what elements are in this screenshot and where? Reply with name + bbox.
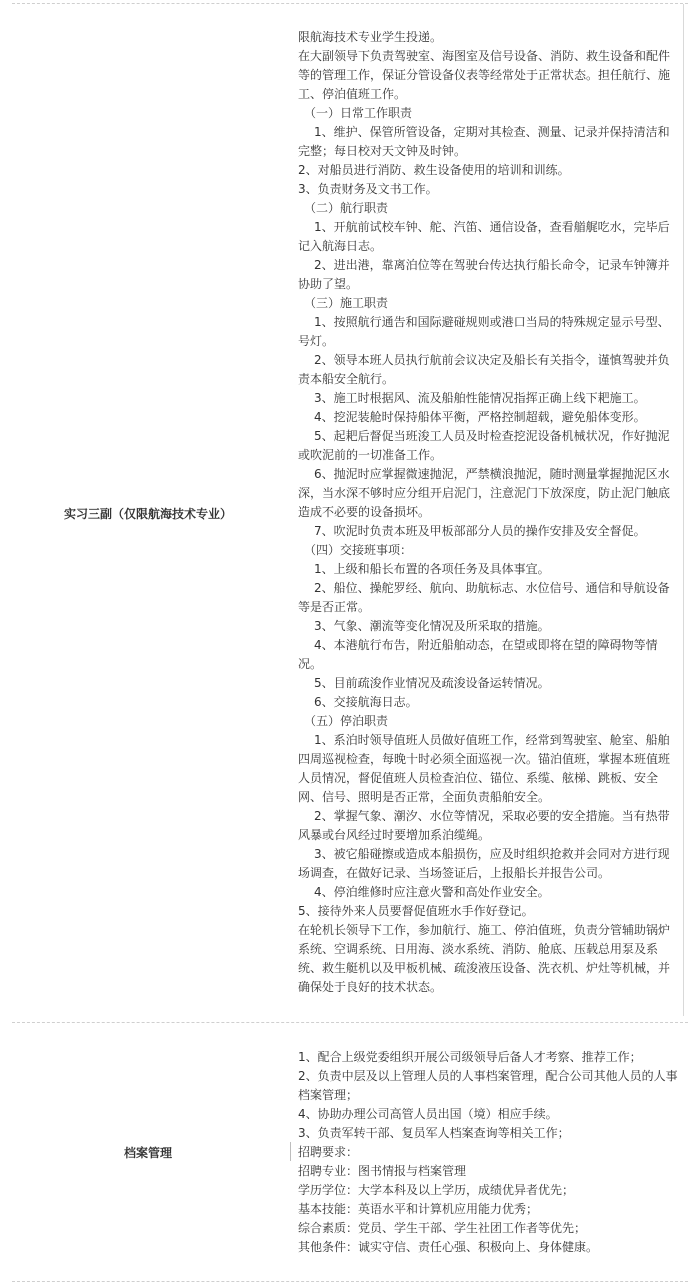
job-title-cell: 实习三副（仅限航海技术专业） [63, 507, 232, 521]
description-line: （一）日常工作职责 [304, 106, 413, 120]
description-line: 3、气象、潮流等变化情况及所采取的措施。 [314, 619, 550, 633]
table-border-right [683, 4, 684, 1016]
description-line: 3、负责财务及文书工作。 [298, 182, 438, 196]
description-line: 7、吹泥时负责本班及甲板部部分人员的操作安排及安全督促。 [314, 524, 646, 538]
description-line: 4、本港航行布告，附近船舶动态，在望或即将在望的障碍物等情况。 [298, 638, 658, 671]
description-line: 3、负责军转干部、复员军人档案查询等相关工作； [298, 1126, 570, 1140]
description-line: 招聘要求： [298, 1145, 359, 1159]
text-cursor-marker [290, 1142, 291, 1161]
description-line: 限航海技术专业学生投递。 [298, 30, 443, 44]
description-line: 1、上级和船长布置的各项任务及具体事宜。 [314, 562, 550, 576]
description-line: 4、停泊维修时应注意火警和高处作业安全。 [314, 885, 550, 899]
description-line: 2、进出港，靠离泊位等在驾驶台传达执行船长命令，记录车钟簿并协助了望。 [298, 258, 670, 291]
description-line: 1、开航前试校车钟、舵、汽笛、通信设备，查看艏艉吃水，完毕后记入航海日志。 [298, 220, 670, 253]
description-line: 学历学位：大学本科及以上学历，成绩优异者优先； [298, 1183, 575, 1197]
description-line: 1、按照航行通告和国际避碰规则或港口当局的特殊规定显示号型、号灯。 [298, 315, 670, 348]
description-line: 6、抛泥时应掌握微速抛泥，严禁横浪抛泥，随时测量掌握抛泥区水深，当水深不够时应分组开启泥门，注意泥门下放深度，防止泥门触底造成不必要的设备损坏。 [298, 467, 671, 519]
job-description-cell [298, 28, 680, 997]
description-line: 5、起耙后督促当班浚工人员及时检查挖泥设备机械状况，作好抛泥或吹泥前的一切准备工作。 [298, 429, 670, 462]
description-line: 5、接待外来人员要督促值班水手作好登记。 [298, 904, 534, 918]
description-line: （三）施工职责 [304, 296, 389, 310]
description-line: 3、施工时根据风、流及船舶性能情况指挥正确上线下耙施工。 [314, 391, 646, 405]
description-line: 2、掌握气象、潮汐、水位等情况，采取必要的安全措施。当有热带风暴或台风经过时要增加系泊缆绳。 [298, 809, 670, 842]
job-description-cell [298, 1048, 686, 1257]
row-divider-top [12, 3, 688, 4]
description-line: 3、被它船碰擦或造成本船损伤，应及时组织抢救并会同对方进行现场调查，在做好记录、当场签证后，上报船长并报告公司。 [298, 847, 670, 880]
row-divider-bottom [12, 1281, 688, 1282]
description-line: （二）航行职责 [304, 201, 389, 215]
description-line: 5、目前疏浚作业情况及疏浚设备运转情况。 [314, 676, 550, 690]
description-line: 在大副领导下负责驾驶室、海图室及信号设备、消防、救生设备和配件等的管理工作，保证分管设备仪表等经常处于正常状态。担任航行、施工、停泊值班工作。 [298, 49, 671, 101]
description-line: 4、挖泥装舱时保持船体平衡，严格控制超载，避免船体变形。 [314, 410, 646, 424]
description-line: 2、船位、操舵罗经、航向、助航标志、水位信号、通信和导航设备等是否正常。 [298, 581, 670, 614]
description-line: 1、配合上级党委组织开展公司级领导后备人才考察、推荐工作； [298, 1050, 642, 1064]
description-line: 2、负责中层及以上管理人员的人事档案管理，配合公司其他人员的人事档案管理； [298, 1069, 678, 1102]
description-line: 6、交接航海日志。 [314, 695, 418, 709]
description-line: 2、对船员进行消防、救生设备使用的培训和训练。 [298, 163, 570, 177]
description-line: 综合素质：党员、学生干部、学生社团工作者等优先； [298, 1221, 587, 1235]
description-line: 4、协助办理公司高管人员出国（境）相应手续。 [298, 1107, 558, 1121]
job-title-cell: 档案管理 [123, 1146, 172, 1160]
description-line: （四）交接班事项： [304, 543, 413, 557]
description-line: 招聘专业：图书情报与档案管理 [298, 1164, 467, 1178]
description-line: 2、领导本班人员执行航前会议决定及船长有关指令，谨慎驾驶并负责本船安全航行。 [298, 353, 670, 386]
description-line: 其他条件：诚实守信、责任心强、积极向上、身体健康。 [298, 1240, 599, 1254]
description-line: 1、维护、保管所管设备，定期对其检查、测量、记录并保持清洁和完整；每日校对天文钟及时钟。 [298, 125, 670, 158]
description-line: （五）停泊职责 [304, 714, 389, 728]
description-line: 在轮机长领导下工作，参加航行、施工、停泊值班，负责分管辅助锅炉系统、空调系统、日用海、淡水系统、消防、舱底、压载总用泵及系统、救生艇机以及甲板机械、疏浚液压设备、洗衣机、炉灶等机械，并确保处于良好的技术状态。 [298, 923, 671, 994]
description-line: 基本技能：英语水平和计算机应用能力优秀； [298, 1202, 539, 1216]
description-line: 1、系泊时领导值班人员做好值班工作，经常到驾驶室、舱室、船舶四周巡视检查，每晚十时必须全面巡视一次。锚泊值班，掌握本班值班人员情况，督促值班人员检查泊位、锚位、系缆、舷梯、跳板、安全网、信号、照明是否正常，全面负责船舶安全。 [298, 733, 671, 804]
row-divider-middle [12, 1022, 688, 1023]
